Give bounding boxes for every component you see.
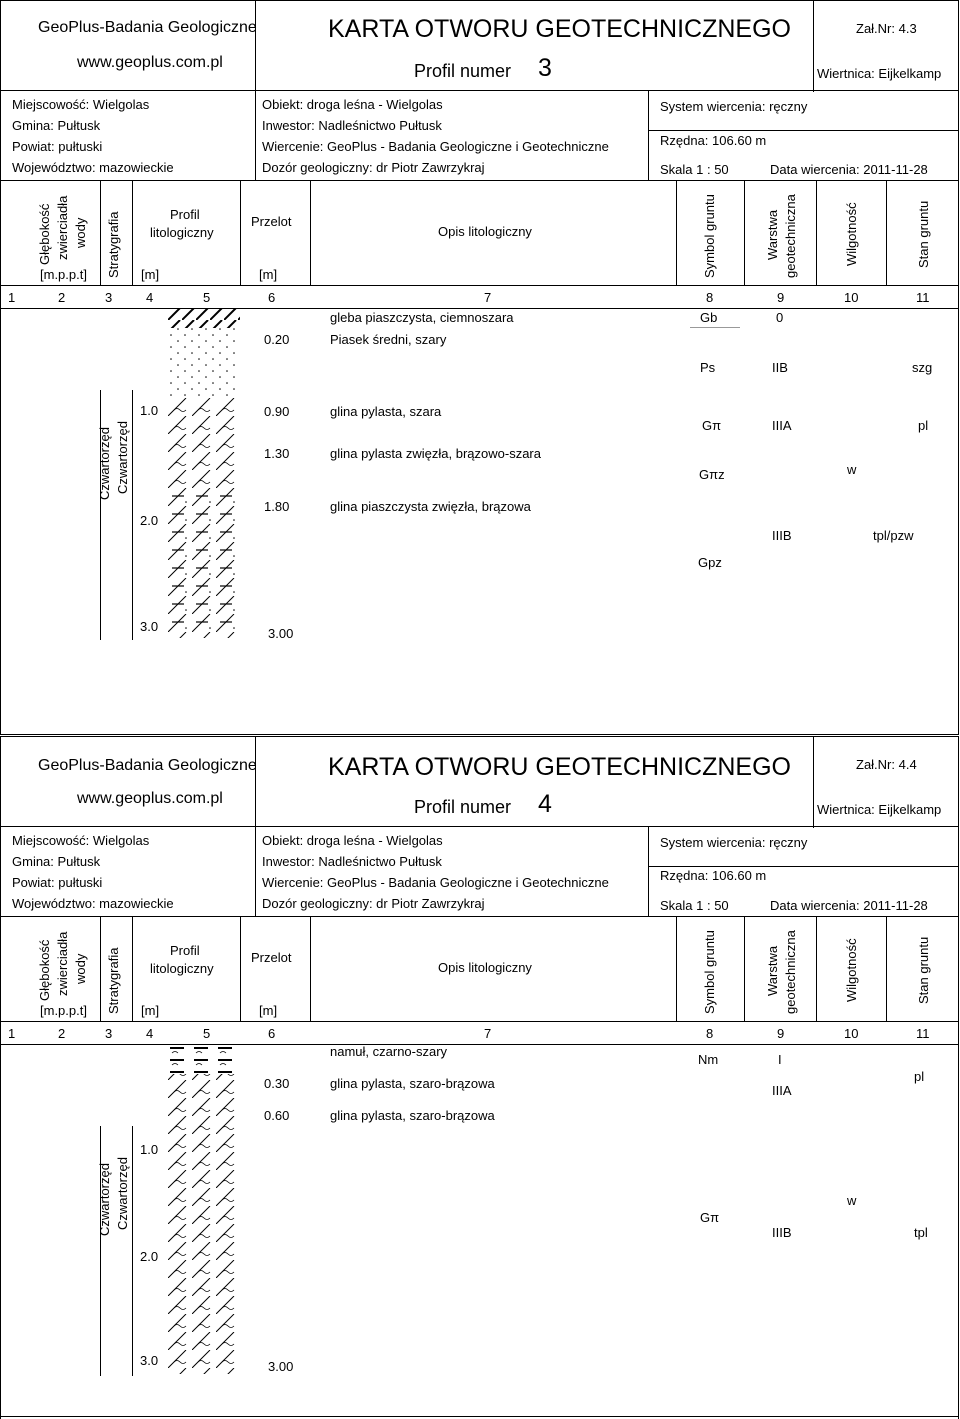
col-number: 11 bbox=[916, 1026, 930, 1041]
depth-tick: 2.0 bbox=[140, 1249, 159, 1264]
layer-description: Piasek średni, szary bbox=[330, 332, 447, 347]
company-website[interactable]: www.geoplus.com.pl bbox=[77, 790, 223, 807]
layer-depth: 0.90 bbox=[264, 404, 290, 419]
col-glebokosc-unit: [m.p.p.t] bbox=[40, 267, 87, 282]
col-number: 6 bbox=[268, 1026, 276, 1041]
col-profil-unit: [m] bbox=[141, 267, 160, 282]
location-powiat: Powiat: pułtuski bbox=[12, 875, 103, 890]
col-number: 6 bbox=[268, 290, 276, 305]
layer-stan: tpl/pzw bbox=[873, 528, 914, 543]
col-number: 8 bbox=[706, 290, 714, 305]
col-profil-2: litologiczny bbox=[150, 961, 214, 976]
project-obiekt: Obiekt: droga leśna - Wielgolas bbox=[262, 97, 443, 112]
layer-warstwa: 0 bbox=[776, 310, 784, 325]
layer-description: glina pylasta zwięzła, brązowo-szara bbox=[330, 446, 541, 461]
col-number: 1 bbox=[8, 1026, 16, 1041]
depth-tick: 3.0 bbox=[140, 619, 159, 634]
location-miejscowosc: Miejscowość: Wielgolas bbox=[12, 833, 150, 848]
location-gmina: Gmina: Pułtusk bbox=[12, 854, 101, 869]
drill-rig: Wiertnica: Eijkelkamp bbox=[817, 802, 942, 817]
drilling-rzedna: Rzędna: 106.60 m bbox=[660, 868, 767, 883]
col-glebokosc-1: Głębokość bbox=[37, 203, 52, 265]
col-number: 10 bbox=[844, 1026, 859, 1041]
layer-depth: 0.20 bbox=[264, 332, 290, 347]
layer-symbol: Ps bbox=[700, 360, 716, 375]
layer-stan: tpl bbox=[914, 1225, 928, 1240]
strat-label: Czwartorzęd bbox=[115, 1157, 130, 1230]
layer-warstwa: IIIB bbox=[772, 1225, 792, 1240]
layer-symbol: Gpz bbox=[698, 555, 722, 570]
col-number: 2 bbox=[58, 1026, 66, 1041]
layer-stan: szg bbox=[912, 360, 933, 375]
drilling-skala: Skala 1 : 50 bbox=[660, 898, 729, 913]
layer-warstwa: IIIB bbox=[772, 528, 792, 543]
layer-depth: 0.60 bbox=[264, 1108, 290, 1123]
company-name: GeoPlus-Badania Geologiczne bbox=[38, 19, 257, 36]
attachment-number: Zał.Nr: 4.4 bbox=[856, 757, 917, 772]
layer-warstwa: I bbox=[778, 1052, 782, 1067]
layer-stan: pl bbox=[918, 418, 929, 433]
col-number: 4 bbox=[146, 1026, 154, 1041]
col-stan: Stan gruntu bbox=[916, 936, 931, 1004]
col-przelot: Przelot bbox=[251, 214, 292, 229]
col-opis: Opis litologiczny bbox=[438, 224, 532, 239]
lithology-profile bbox=[168, 1044, 240, 1374]
card-title: KARTA OTWORU GEOTECHNICZNEGO bbox=[328, 15, 791, 43]
strat-label: Czwartorzęd bbox=[97, 427, 112, 500]
drill-rig: Wiertnica: Eijkelkamp bbox=[817, 66, 942, 81]
col-profil-unit: [m] bbox=[141, 1003, 160, 1018]
col-przelot: Przelot bbox=[251, 950, 292, 965]
layer-wilgotnosc: w bbox=[847, 462, 857, 477]
depth-tick: 3.0 bbox=[140, 1353, 159, 1368]
col-number: 11 bbox=[916, 290, 930, 305]
profile-label: Profil numer bbox=[414, 61, 512, 81]
col-przelot-unit: [m] bbox=[259, 267, 278, 282]
col-symbol: Symbol gruntu bbox=[702, 930, 717, 1014]
col-number: 7 bbox=[484, 290, 492, 305]
col-number: 2 bbox=[58, 290, 66, 305]
location-gmina: Gmina: Pułtusk bbox=[12, 118, 101, 133]
project-inwestor: Inwestor: Nadleśnictwo Pułtusk bbox=[262, 854, 442, 869]
col-number: 9 bbox=[777, 1026, 785, 1041]
col-number: 9 bbox=[777, 290, 785, 305]
col-glebokosc-1: Głębokość bbox=[37, 939, 52, 1001]
location-miejscowosc: Miejscowość: Wielgolas bbox=[12, 97, 150, 112]
end-depth: 3.00 bbox=[268, 626, 294, 641]
strat-label: Czwartorzęd bbox=[97, 1163, 112, 1236]
card-title: KARTA OTWORU GEOTECHNICZNEGO bbox=[328, 753, 791, 781]
layer-depth: 1.80 bbox=[264, 499, 290, 514]
project-obiekt: Obiekt: droga leśna - Wielgolas bbox=[262, 833, 443, 848]
col-profil-1: Profil bbox=[170, 207, 200, 222]
location-wojewodztwo: Województwo: mazowieckie bbox=[12, 160, 174, 175]
col-stan: Stan gruntu bbox=[916, 200, 931, 268]
col-warstwa-2: geotechniczna bbox=[783, 930, 798, 1014]
layer-description: namuł, czarno-szary bbox=[330, 1044, 448, 1059]
layer-symbol: Nm bbox=[698, 1052, 719, 1067]
col-opis: Opis litologiczny bbox=[438, 960, 532, 975]
col-profil-2: litologiczny bbox=[150, 225, 214, 240]
drilling-skala: Skala 1 : 50 bbox=[660, 162, 729, 177]
location-powiat: Powiat: pułtuski bbox=[12, 139, 103, 154]
col-wilgotnosc: Wilgotność bbox=[844, 202, 859, 266]
profile-number: 3 bbox=[538, 54, 552, 82]
company-website[interactable]: www.geoplus.com.pl bbox=[77, 54, 223, 71]
company-name: GeoPlus-Badania Geologiczne bbox=[38, 757, 257, 774]
col-warstwa-1: Warstwa bbox=[765, 945, 780, 996]
col-symbol: Symbol gruntu bbox=[702, 194, 717, 278]
col-number: 7 bbox=[484, 1026, 492, 1041]
layer-description: glina piaszczysta zwięzła, brązowa bbox=[330, 499, 531, 514]
project-dozor: Dozór geologiczny: dr Piotr Zawrzykraj bbox=[262, 160, 485, 175]
borehole-card-4 bbox=[0, 736, 960, 1419]
profile-label: Profil numer bbox=[414, 797, 512, 817]
drilling-system: System wiercenia: ręczny bbox=[660, 835, 808, 850]
project-wiercenie: Wiercenie: GeoPlus - Badania Geologiczne i Geotechniczne bbox=[262, 875, 609, 890]
attachment-number: Zał.Nr: 4.3 bbox=[856, 21, 917, 36]
col-number: 4 bbox=[146, 290, 154, 305]
drilling-rzedna: Rzędna: 106.60 m bbox=[660, 133, 767, 148]
drilling-system: System wiercenia: ręczny bbox=[660, 99, 808, 114]
col-number: 8 bbox=[706, 1026, 714, 1041]
project-wiercenie: Wiercenie: GeoPlus - Badania Geologiczne i Geotechniczne bbox=[262, 139, 609, 154]
end-depth: 3.00 bbox=[268, 1359, 294, 1374]
col-number: 5 bbox=[203, 290, 211, 305]
layer-warstwa: IIIA bbox=[772, 1083, 792, 1098]
strat-label: Czwartorzęd bbox=[115, 421, 130, 494]
col-stratygrafia: Stratygrafia bbox=[106, 947, 121, 1014]
layer-description: glina pylasta, szara bbox=[330, 404, 442, 419]
location-wojewodztwo: Województwo: mazowieckie bbox=[12, 896, 174, 911]
col-glebokosc-3: wody bbox=[73, 217, 88, 248]
col-przelot-unit: [m] bbox=[259, 1003, 278, 1018]
col-stratygrafia: Stratygrafia bbox=[106, 211, 121, 278]
layer-depth: 0.30 bbox=[264, 1076, 290, 1091]
depth-tick: 2.0 bbox=[140, 513, 159, 528]
lithology-profile bbox=[168, 308, 240, 638]
layer-symbol: Gb bbox=[700, 310, 718, 325]
layer-warstwa: IIIA bbox=[772, 418, 792, 433]
layer-description: glina pylasta, szaro-brązowa bbox=[330, 1076, 495, 1091]
project-inwestor: Inwestor: Nadleśnictwo Pułtusk bbox=[262, 118, 442, 133]
col-number: 5 bbox=[203, 1026, 211, 1041]
profile-number: 4 bbox=[538, 790, 552, 818]
layer-stan: pl bbox=[914, 1069, 925, 1084]
col-glebokosc-2: zwierciadła bbox=[55, 195, 70, 260]
col-number: 3 bbox=[105, 290, 113, 305]
col-glebokosc-3: wody bbox=[73, 953, 88, 984]
layer-symbol: Gπz bbox=[699, 467, 725, 482]
drilling-date: Data wiercenia: 2011-11-28 bbox=[770, 162, 928, 177]
drilling-date: Data wiercenia: 2011-11-28 bbox=[770, 898, 928, 913]
col-glebokosc-unit: [m.p.p.t] bbox=[40, 1003, 87, 1018]
col-glebokosc-2: zwierciadła bbox=[55, 931, 70, 996]
col-warstwa-2: geotechniczna bbox=[783, 194, 798, 278]
layer-symbol: Gπ bbox=[702, 418, 722, 433]
col-profil-1: Profil bbox=[170, 943, 200, 958]
col-number: 1 bbox=[8, 290, 16, 305]
layer-wilgotnosc: w bbox=[847, 1193, 857, 1208]
layer-warstwa: IIB bbox=[772, 360, 788, 375]
layer-description: glina pylasta, szaro-brązowa bbox=[330, 1108, 495, 1123]
col-warstwa-1: Warstwa bbox=[765, 209, 780, 260]
project-dozor: Dozór geologiczny: dr Piotr Zawrzykraj bbox=[262, 896, 485, 911]
col-number: 10 bbox=[844, 290, 859, 305]
col-number: 3 bbox=[105, 1026, 113, 1041]
layer-depth: 1.30 bbox=[264, 446, 290, 461]
layer-description: gleba piaszczysta, ciemnoszara bbox=[330, 310, 514, 325]
depth-tick: 1.0 bbox=[140, 403, 159, 418]
col-wilgotnosc: Wilgotność bbox=[844, 938, 859, 1002]
depth-tick: 1.0 bbox=[140, 1142, 159, 1157]
layer-symbol: Gπ bbox=[700, 1210, 720, 1225]
